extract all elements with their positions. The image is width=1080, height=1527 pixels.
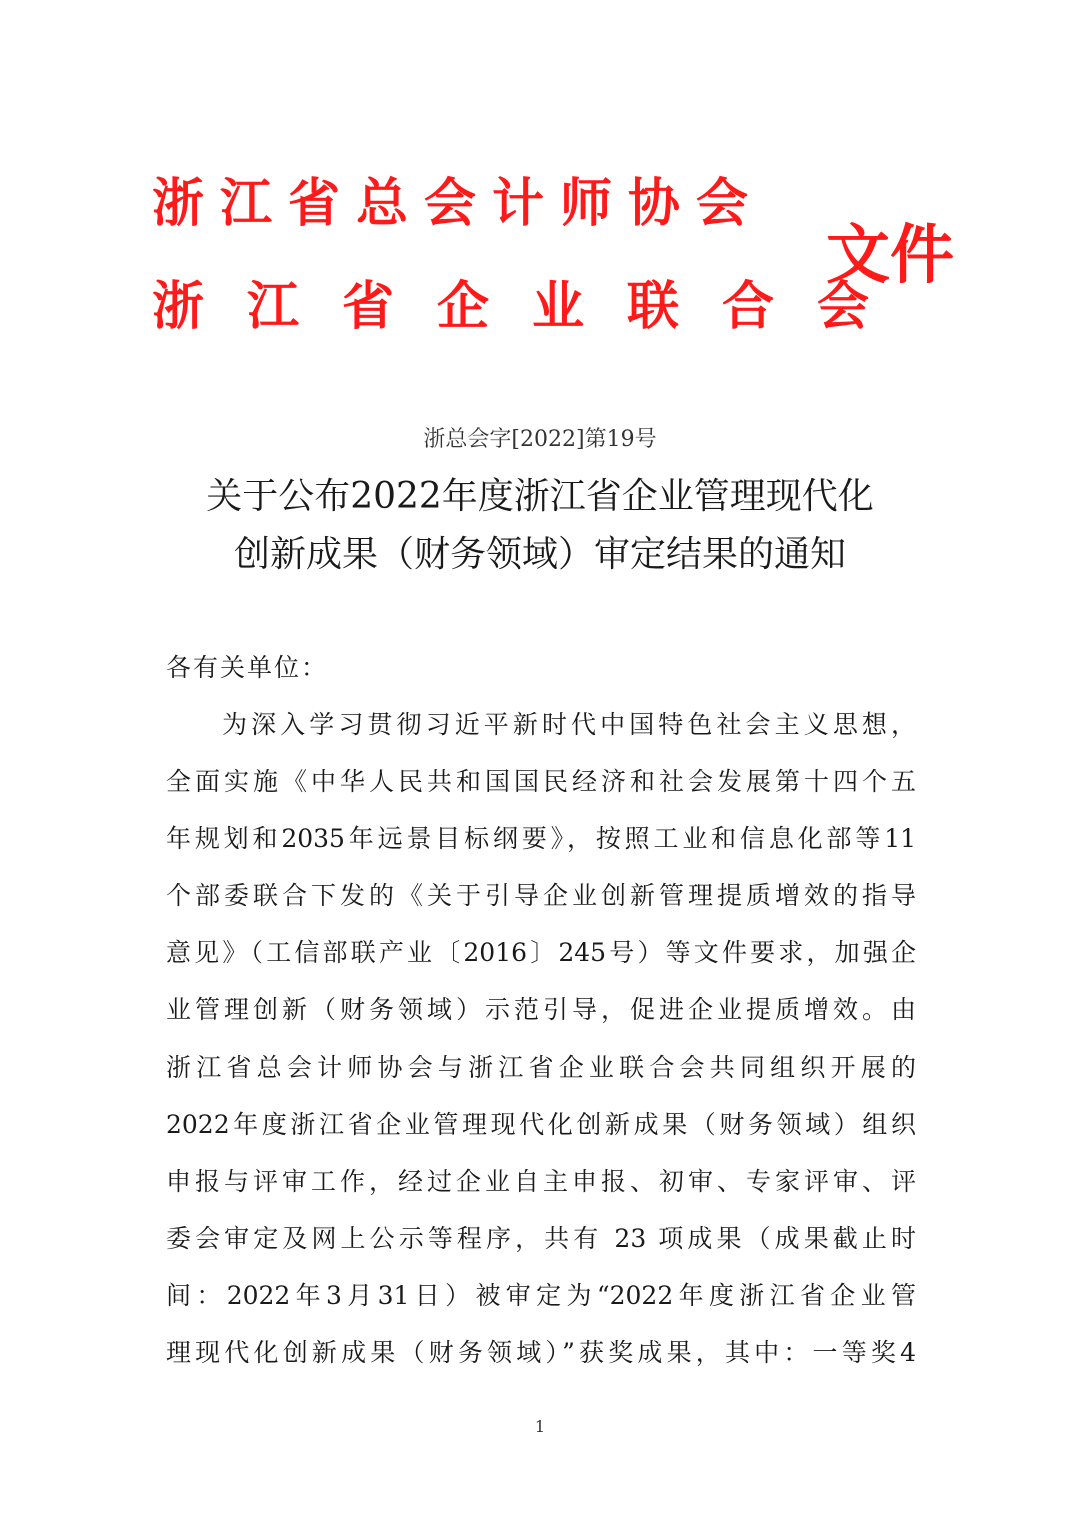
document-title-line-2: 创新成果（财务领域）审定结果的通知 [233, 534, 846, 575]
body-line: 委会审定及网上公示等程序，共有 23 项成果（成果截止时 [166, 1223, 916, 1253]
body-line: 浙江省总会计师协会与浙江省企业联合会共同组织开展的 [166, 1052, 916, 1082]
issuer-name-2: 浙江省企业联合会 [152, 277, 913, 337]
body-line: 理现代化创新成果（财务领域）”获奖成果，其中：一等奖4 [166, 1338, 916, 1368]
body-text [166, 703, 916, 1388]
body-line: 个部委联合下发的《关于引导企业创新管理提质增效的指导 [166, 881, 916, 911]
body-line: 意见》（工信部联产业〔2016〕245号）等文件要求，加强企 [166, 938, 916, 968]
body-line: 业管理创新（财务领域）示范引导，促进企业提质增效。由 [166, 995, 916, 1025]
body-line: 申报与评审工作，经过企业自主申报、初审、专家评审、评 [166, 1166, 916, 1196]
document-title-line-1: 关于公布2022年度浙江省企业管理现代化 [206, 476, 874, 517]
body-line: 间：2022年3月31日）被审定为“2022年度浙江省企业管 [166, 1280, 916, 1310]
body-line: 年规划和2035年远景目标纲要》，按照工业和信息化部等11 [166, 824, 916, 854]
salutation: 各有关单位： [166, 653, 329, 682]
body-line: 为深入学习贯彻习近平新时代中国特色社会主义思想， [222, 710, 916, 739]
body-line: 2022年度浙江省企业管理现代化创新成果（财务领域）组织 [166, 1109, 916, 1139]
page-number: 1 [534, 1417, 546, 1436]
document-number: 浙总会字[2022]第19号 [423, 427, 657, 452]
issuer-name-1: 浙江省总会计师协会 [152, 174, 765, 234]
body-line: 全面实施《中华人民共和国国民经济和社会发展第十四个五 [166, 767, 916, 797]
document-type-label: 文件 [826, 219, 954, 293]
